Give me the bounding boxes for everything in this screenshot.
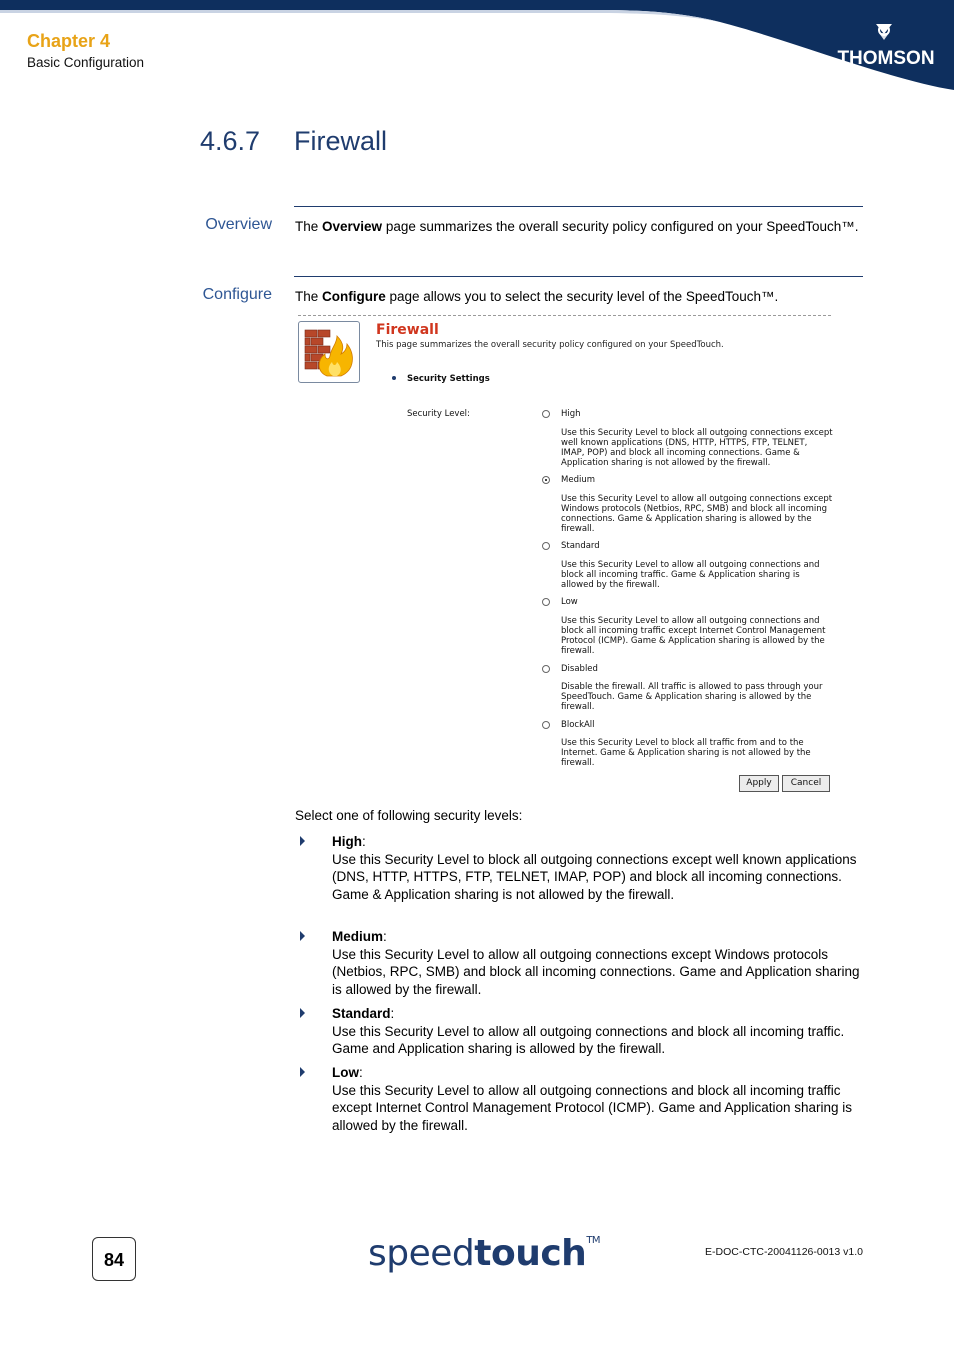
firewall-icon	[298, 321, 360, 383]
document-id: E-DOC-CTC-20041126-0013 v1.0	[705, 1246, 863, 1258]
radio-disabled[interactable]	[542, 665, 550, 673]
level-text-medium: Use this Security Level to allow all outgoing connections except Windows protocols (Netbios, RPC, SMB) and block all incoming connections. Game and Application sharing is allowed by the firewall.	[332, 946, 860, 997]
level-text-standard: Use this Security Level to allow all outgoing connections and block all incoming traffic. Game and Application sharing is allowed by the firewall.	[332, 1023, 845, 1057]
level-text-high: Use this Security Level to block all outgoing connections except well known applications (DNS, HTTP, HTTPS, FTP, TELNET, IMAP, POP) and block all incoming connections. Game & Application sharing is not allowed by the firewall.	[332, 851, 857, 902]
levels-intro: Select one of following security levels:	[295, 808, 523, 823]
option-desc-blockall: Use this Security Level to block all traffic from and to the Internet. Game & Application sharing is not allowed by the firewall.	[561, 738, 811, 768]
option-desc-disabled: Disable the firewall. All traffic is allowed to pass through your SpeedTouch. Game & Application sharing is allowed by the firewall.	[561, 682, 823, 712]
radio-high[interactable]	[542, 410, 550, 418]
ui-page-description: This page summarizes the overall security policy configured on your SpeedTouch.	[376, 340, 724, 350]
arrow-bullet-icon	[300, 1067, 305, 1077]
security-level-label: Security Level:	[407, 409, 470, 419]
page-number: 84	[92, 1237, 136, 1281]
section-title	[200, 126, 387, 157]
option-name-blockall: BlockAll	[561, 720, 595, 730]
level-title-high: High	[332, 834, 362, 849]
option-name-standard: Standard	[561, 541, 600, 551]
level-text-low: Use this Security Level to allow all outgoing connections and block all incoming traffic except Internet Control Management Protocol (ICMP). Game and Application sharing is allowed by the firewall.	[332, 1082, 853, 1133]
overview-rule	[294, 206, 863, 207]
level-title-low: Low	[332, 1065, 359, 1080]
screenshot-divider	[298, 315, 831, 316]
option-desc-high: Use this Security Level to block all outgoing connections except well known applications (DNS, HTTP, HTTPS, FTP, TELNET, IMAP, POP) and block all incoming connections. Game & Application sharing is not allowed by the firewall.	[561, 428, 833, 468]
option-desc-low: Use this Security Level to allow all outgoing connections and block all incoming traffic except Internet Control Management Protocol (ICMP). Game & Application sharing is allowed by the firewall.	[561, 616, 826, 656]
radio-standard[interactable]	[542, 542, 550, 550]
option-name-disabled: Disabled	[561, 664, 598, 674]
radio-medium[interactable]	[542, 476, 550, 484]
cancel-button[interactable]: Cancel	[782, 775, 830, 792]
configure-rule	[294, 276, 863, 277]
level-title-medium: Medium	[332, 929, 384, 944]
radio-low[interactable]	[542, 598, 550, 606]
ui-page-title: Firewall	[376, 322, 439, 338]
arrow-bullet-icon	[300, 836, 305, 846]
overview-side-label: Overview	[205, 216, 272, 233]
bullet-icon	[392, 376, 396, 380]
apply-button[interactable]: Apply	[739, 775, 779, 792]
option-name-low: Low	[561, 597, 578, 607]
overview-text: The Overview page summarizes the overall security policy configured on your SpeedTouch™.	[295, 219, 859, 234]
svg-text:THOMSON: THOMSON	[837, 48, 935, 69]
option-name-medium: Medium	[561, 475, 595, 485]
chapter-label: Chapter 4	[27, 31, 111, 51]
speedtouch-logo: speedtouch™	[368, 1233, 601, 1274]
header-band	[0, 0, 954, 95]
thomson-logo	[836, 20, 936, 70]
configure-text: The Configure page allows you to select the security level of the SpeedTouch™.	[295, 289, 779, 304]
chapter-subtitle: Basic Configuration	[27, 55, 145, 70]
firewall-config-screenshot	[298, 320, 838, 800]
arrow-bullet-icon	[300, 931, 305, 941]
security-settings-heading: Security Settings	[407, 374, 490, 384]
configure-side-label: Configure	[202, 286, 272, 303]
radio-blockall[interactable]	[542, 721, 550, 729]
section-name: Firewall	[294, 126, 388, 156]
option-name-high: High	[561, 409, 581, 419]
arrow-bullet-icon	[300, 1008, 305, 1018]
section-number: 4.6.7	[200, 126, 261, 156]
option-desc-standard: Use this Security Level to allow all outgoing connections and block all incoming traffic. Game & Application sharing is allowed by the firewall.	[561, 560, 820, 590]
level-title-standard: Standard	[332, 1006, 391, 1021]
option-desc-medium: Use this Security Level to allow all outgoing connections except Windows protocols (Netbios, RPC, SMB) and block all incoming connections. Game & Application sharing is allowed by the firewall.	[561, 494, 833, 534]
